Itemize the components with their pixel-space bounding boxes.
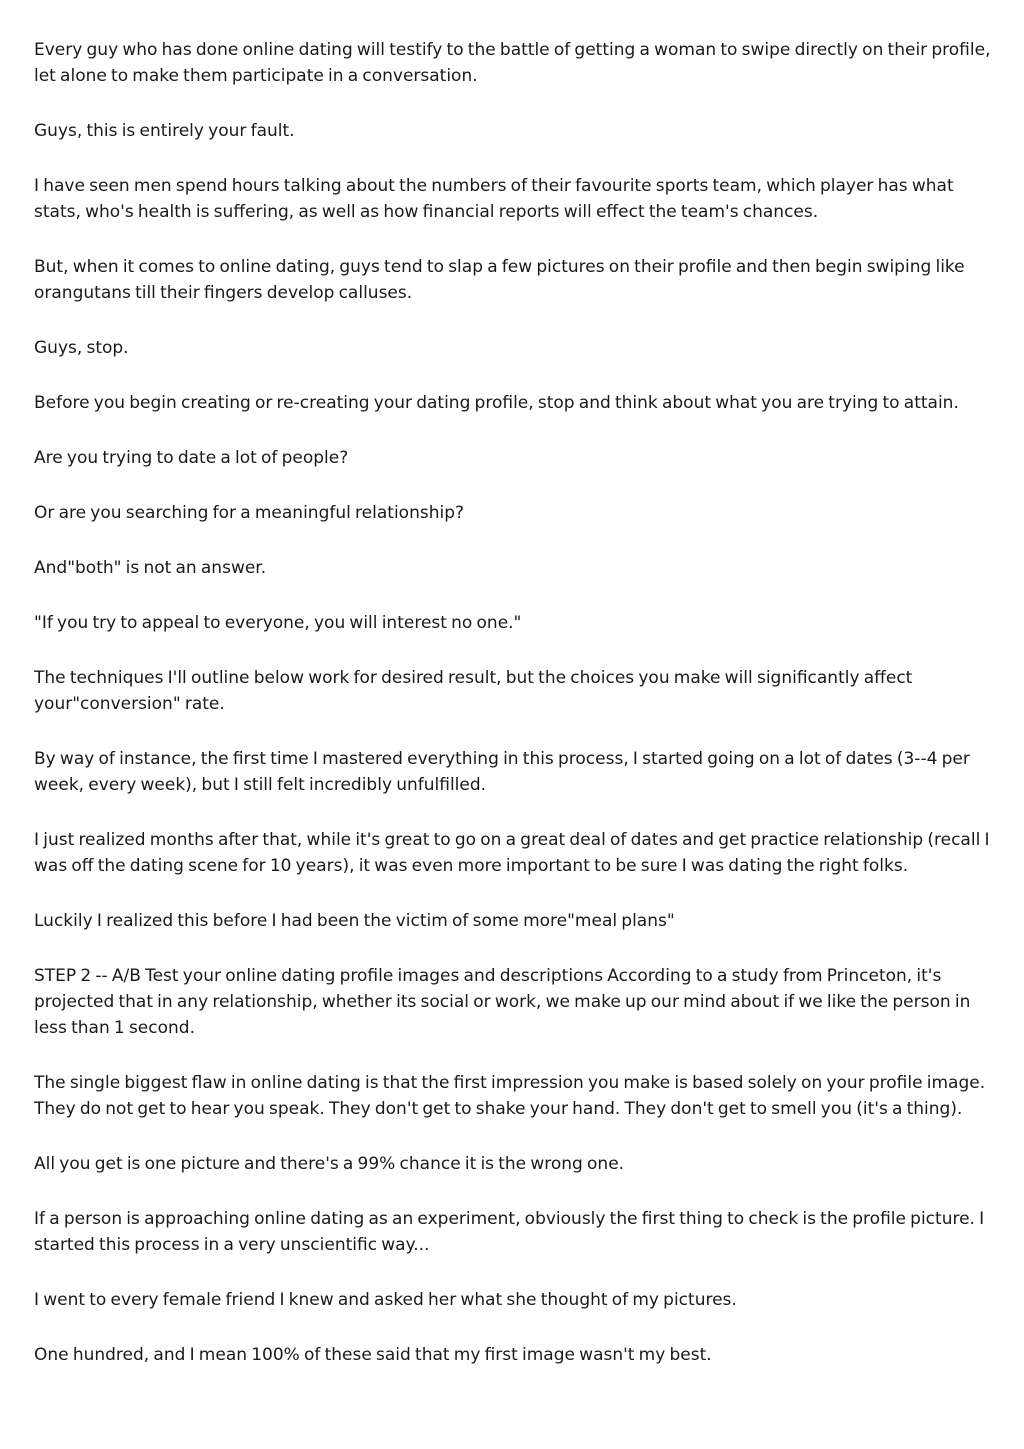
paragraph-instance: By way of instance, the first time I mastered everything in this process, I started going on a lot of dates (3--4 per week, every week), but I still felt incredibly unfulfilled.	[34, 749, 970, 795]
paragraph-experiment: If a person is approaching online dating as an experiment, obviously the first thing to check is the profile picture. I started this process in a very unscientific way...	[34, 1209, 985, 1255]
paragraph-step-2: STEP 2 -- A/B Test your online dating profile images and descriptions According to a study from Princeton, it's projected that in any relationship, whether its social or work, we make up our mind about if we like the person in less than 1 second.	[34, 966, 971, 1038]
paragraph-think-before: Before you begin creating or re-creating your dating profile, stop and think about what you are trying to attain.	[34, 393, 959, 413]
paragraph-biggest-flaw: The single biggest flaw in online dating is that the first impression you make is based solely on your profile image. They do not get to hear you speak. They don't get to shake your hand. They don't get to smell you (it's a thing).	[34, 1073, 986, 1119]
paragraph-meaningful: Or are you searching for a meaningful relationship?	[34, 503, 465, 523]
document-body	[34, 37, 994, 1397]
paragraph-techniques: The techniques I'll outline below work for desired result, but the choices you make will significantly affect your"conversion" rate.	[34, 668, 913, 714]
paragraph-luckily: Luckily I realized this before I had been the victim of some more"meal plans"	[34, 911, 675, 931]
paragraph-realized: I just realized months after that, while it's great to go on a great deal of dates and get practice relationship (recall I was off the dating scene for 10 years), it was even more important to be sure I was dating the right folks.	[34, 830, 990, 876]
paragraph-intro-swipe: Every guy who has done online dating will testify to the battle of getting a woman to swipe directly on their profile, let alone to make them participate in a conversation.	[34, 40, 991, 86]
paragraph-swiping-orangutans: But, when it comes to online dating, guys tend to slap a few pictures on their profile and then begin swiping like orangutans till their fingers develop calluses.	[34, 257, 965, 303]
paragraph-quote: "If you try to appeal to everyone, you will interest no one."	[34, 613, 522, 633]
paragraph-both: And"both" is not an answer.	[34, 558, 267, 578]
paragraph-female-friend: I went to every female friend I knew and asked her what she thought of my pictures.	[34, 1290, 737, 1310]
paragraph-sports-stats: I have seen men spend hours talking about the numbers of their favourite sports team, which player has what stats, who's health is suffering, as well as how financial reports will effect the team's chances.	[34, 176, 954, 222]
paragraph-date-many: Are you trying to date a lot of people?	[34, 448, 349, 468]
paragraph-one-hundred: One hundred, and I mean 100% of these said that my first image wasn't my best.	[34, 1345, 712, 1365]
paragraph-one-picture: All you get is one picture and there's a 99% chance it is the wrong one.	[34, 1154, 625, 1174]
paragraph-your-fault: Guys, this is entirely your fault.	[34, 121, 295, 141]
paragraph-guys-stop: Guys, stop.	[34, 338, 129, 358]
